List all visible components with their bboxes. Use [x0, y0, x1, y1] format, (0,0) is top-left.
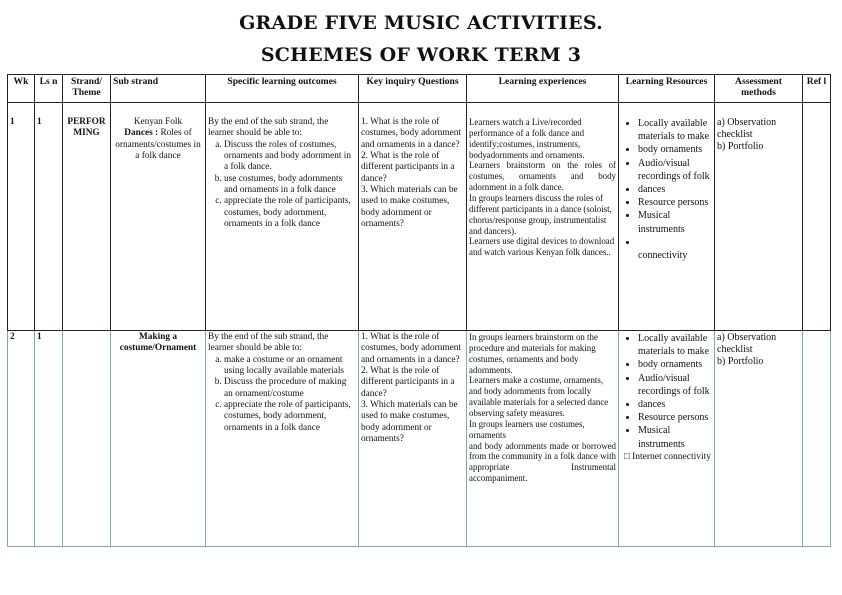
col-header-substrand: Sub strand — [111, 75, 206, 103]
list-item: 3. Which materials can be used to make costumes, body adornment or ornaments? — [361, 184, 458, 229]
reflection-cell — [803, 331, 831, 547]
list-item: • Locally available materials to make — [638, 332, 712, 358]
col-header-strand: Strand/ Theme — [63, 75, 111, 103]
list-item: b. use costumes, body adornments and ornaments in a folk dance — [224, 174, 356, 197]
substrand-bold: Dances : — [124, 128, 159, 139]
list-item: • Locally available materials to make — [638, 117, 712, 143]
list-item: c. appreciate the role of participants, costumes, body adornment, ornaments in a folk dance — [224, 400, 356, 434]
lesson-cell: 1 — [35, 331, 63, 547]
list-item: • dances — [638, 398, 712, 411]
col-header-questions: Key inquiry Questions — [359, 75, 467, 103]
substrand-text: Roles of ornaments/costumes in a folk dance — [115, 128, 201, 161]
list-item: • Musical instruments — [638, 209, 712, 235]
substrand-title: Kenyan Folk — [133, 117, 183, 127]
table-row — [8, 103, 831, 331]
outcomes-intro: By the end of the sub strand, the learner should be able to: — [208, 332, 329, 354]
list-item: • dances — [638, 183, 712, 196]
reflection-cell — [803, 103, 831, 331]
strand-cell — [63, 331, 111, 547]
square-bullet-icon: □ — [624, 451, 630, 462]
list-item: b. Discuss the procedure of making an ornament/costume — [224, 377, 356, 400]
col-header-resources: Learning Resources — [619, 75, 715, 103]
col-header-assessment: Assessment methods — [715, 75, 803, 103]
list-item: b) Portfolio — [717, 356, 764, 368]
resources-cell — [619, 103, 715, 331]
list-item: a. make a costume or an ornament using locally available materials — [224, 355, 356, 378]
list-item: Learners brainstorm on the roles of costumes, ornaments and body adornment in a folk dance. — [469, 160, 616, 193]
list-item: □ Internet connectivity — [624, 451, 711, 462]
week-cell: 1 — [8, 103, 35, 331]
list-item: c. appreciate the role of participants, costumes, body adornment, ornaments in a folk dance — [224, 196, 356, 230]
list-item: 1. What is the role of costumes, body adornment and ornaments in a dance? — [361, 117, 461, 150]
header-row — [8, 75, 831, 103]
substrand-cell: Making a costume/Ornament — [111, 331, 206, 547]
questions-cell — [359, 103, 467, 331]
list-item: connectivity — [638, 249, 688, 261]
col-header-experiences: Learning experiences — [467, 75, 619, 103]
list-item: Learners use digital devices to download and watch various Kenyan folk dances.. — [469, 236, 615, 258]
list-item: • Musical instruments — [638, 424, 712, 450]
list-item: 1. What is the role of costumes, body adornment and ornaments in a dance? — [361, 332, 461, 365]
list-item: and body adornments made or borrowed from the community in a folk dance with appropriate Instrumental accompaniment. — [469, 440, 616, 484]
list-item: • body ornaments — [638, 358, 712, 371]
lesson-cell: 1 — [35, 103, 63, 331]
list-item: • Resource persons — [638, 411, 712, 424]
resources-cell — [619, 331, 715, 547]
list-item: • Audio/visual recordings of folk — [638, 372, 712, 398]
col-header-outcomes: Specific learning outcomes — [206, 75, 359, 103]
list-item: In groups learners discuss the roles of different participants in a dance (soloist, chorus/response group, instrumentalist and dancers). — [469, 193, 612, 236]
list-item: b) Portfolio — [717, 141, 764, 153]
col-header-week: Wk — [8, 75, 35, 103]
list-item: a) Observation checklist — [717, 332, 777, 356]
table-row — [8, 331, 831, 547]
outcomes-cell — [206, 103, 359, 331]
questions-cell — [359, 331, 467, 547]
page-subtitle: SCHEMES OF WORK TERM 3 — [260, 44, 582, 66]
list-item: a) Observation checklist — [717, 117, 777, 141]
list-item: In groups learners use costumes, ornaments — [469, 418, 585, 440]
col-header-lesson: Ls n — [35, 75, 63, 103]
assessment-cell — [715, 331, 803, 547]
list-item: Learners make a costume, ornaments, and body adornments from locally available materials for a selected dance observing safety measures. — [469, 375, 609, 419]
list-item: • body ornaments — [638, 143, 712, 156]
list-item: a. Discuss the roles of costumes, ornaments and body adornment in a folk dance. — [224, 140, 356, 174]
assessment-cell — [715, 103, 803, 331]
list-item: • Resource persons — [638, 196, 712, 209]
strand-cell: PERFOR MING — [63, 103, 111, 331]
page-title: GRADE FIVE MUSIC ACTIVITIES. — [239, 12, 603, 34]
list-item: • Audio/visual recordings of folk — [638, 157, 712, 183]
scheme-of-work-table — [7, 74, 831, 547]
substrand-cell — [111, 103, 206, 331]
week-cell: 2 — [8, 331, 35, 547]
experiences-cell — [467, 331, 619, 547]
list-item: 2. What is the role of different participants in a dance? — [361, 365, 455, 399]
list-item: 3. Which materials can be used to make costumes, body adornment or ornaments? — [361, 399, 458, 444]
outcomes-intro: By the end of the sub strand, the learner should be able to: — [208, 117, 329, 139]
list-item: Learners watch a Live/recorded performance of a folk dance and identify;costumes, instruments, bodyadornments and ornaments. — [469, 117, 585, 160]
experiences-cell — [467, 103, 619, 331]
col-header-reflection: Ref l — [803, 75, 831, 103]
outcomes-cell — [206, 331, 359, 547]
list-item: 2. What is the role of different participants in a dance? — [361, 150, 455, 184]
list-item: In groups learners brainstorm on the procedure and materials for making costumes, ornaments and body adornments. — [469, 332, 598, 375]
list-item — [638, 236, 712, 249]
